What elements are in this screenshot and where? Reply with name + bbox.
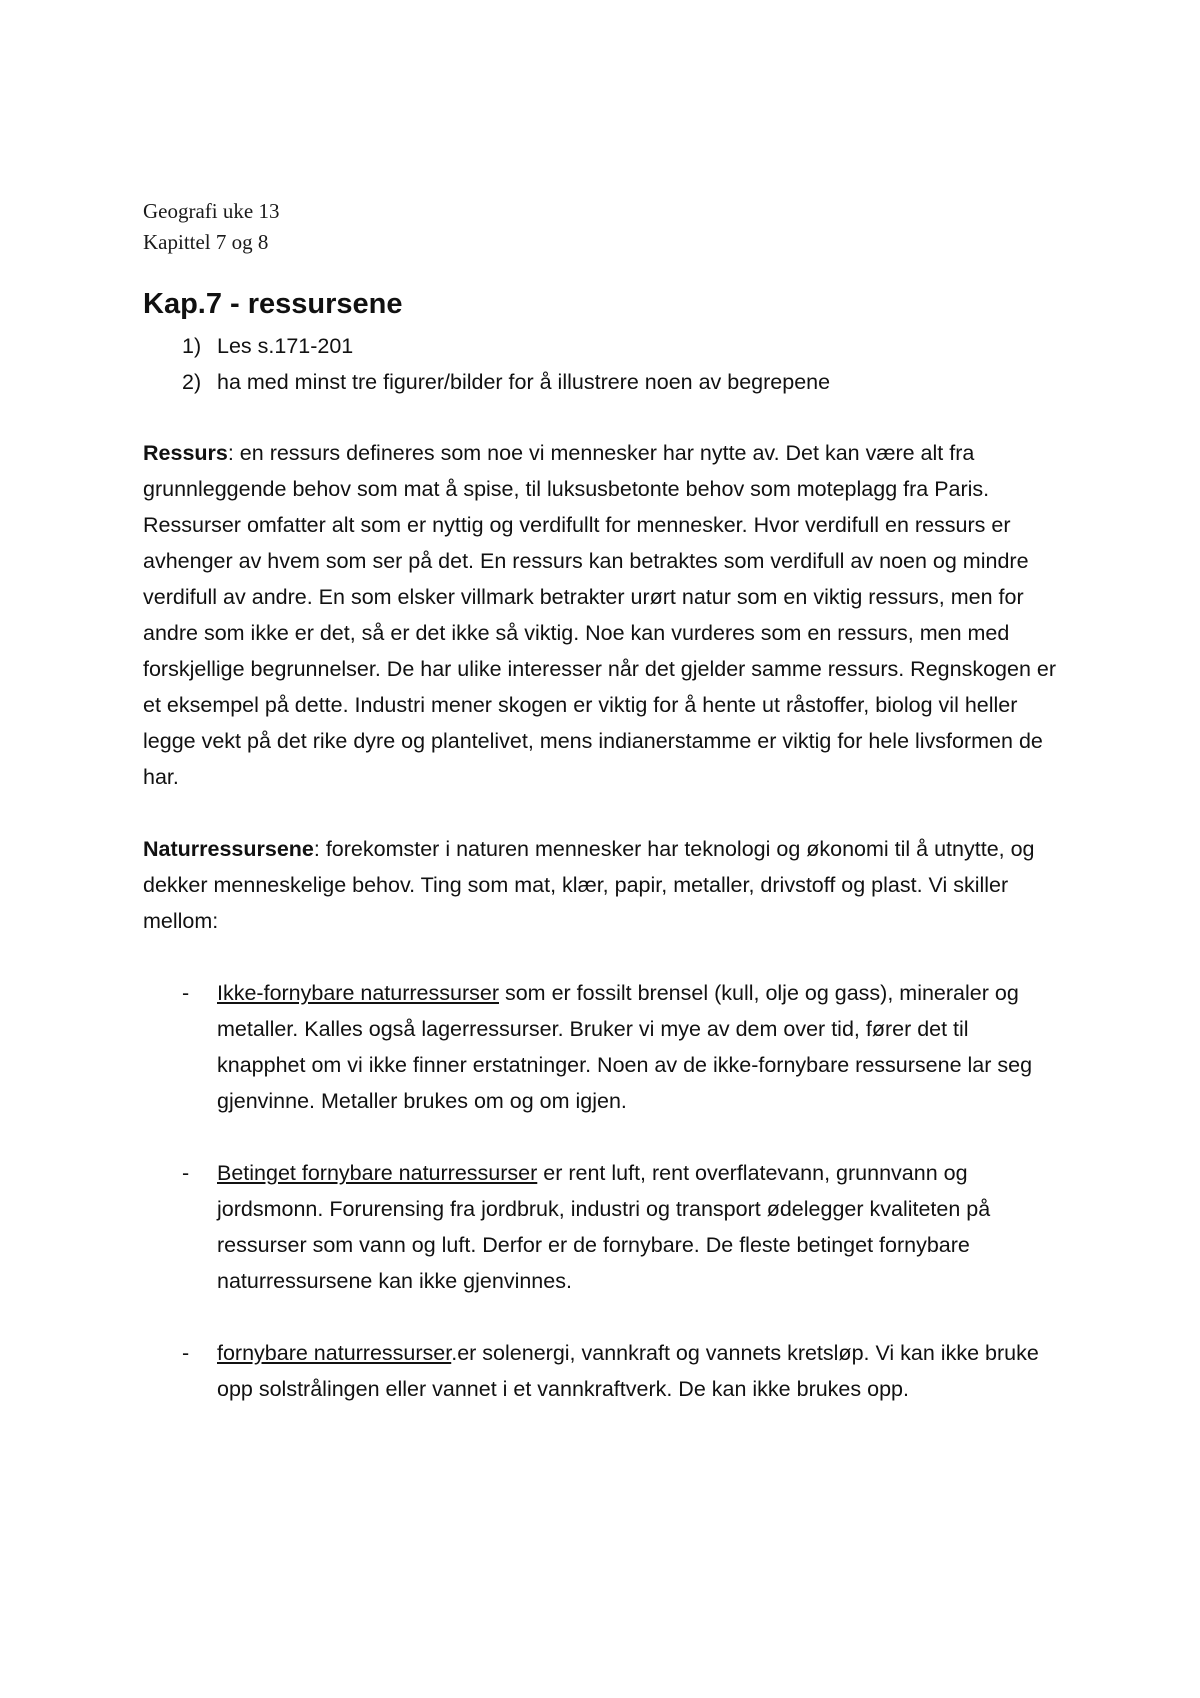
naturressursene-definition: : forekomster i naturen mennesker har teknologi og økonomi til å utnytte, og dekker menneskelige behov. Ting som mat, klær, papir, metaller, drivstoff og plast. Vi skiller mellom: <box>143 837 1035 933</box>
resource-type-list <box>143 975 1063 1407</box>
list-item-number: 2) <box>182 370 202 394</box>
list-item-text: Les s.171-201 <box>217 334 354 358</box>
header-line-2: Kapittel 7 og 8 <box>143 230 269 254</box>
header-line-1: Geografi uke 13 <box>143 199 280 223</box>
ressurs-paragraph <box>143 435 1063 795</box>
resource-type-text: som er fossilt brensel (kull, olje og gass), mineraler og metaller. Kalles også lagerressurser. Bruker vi mye av dem over tid, fører det til knapphet om vi ikke finner erstatninger. Noen av de ikke-fornybare ressursene lar seg gjenvinne. Metaller brukes om og om igjen. <box>217 981 1033 1113</box>
naturressursene-term: Naturressursene <box>143 837 314 861</box>
resource-type-term: Ikke-fornybare naturressurser <box>217 981 499 1005</box>
ressurs-definition: : en ressurs defineres som noe vi mennesker har nytte av. Det kan være alt fra grunnleggende behov som mat å spise, til luksusbetonte behov som moteplagg fra Paris. Ressurser omfatter alt som er nyttig og verdifullt for mennesker. Hvor verdifull en ressurs er avhenger av hvem som ser på det. En ressurs kan betraktes som verdifull av noen og mindre verdifull av andre. En som elsker villmark betrakter urørt natur som en viktig ressurs, men for andre som ikke er det, så er det ikke så viktig. Noe kan vurderes som en ressurs, men med forskjellige begrunnelser. De har ulike interesser når det gjelder samme ressurs. Regnskogen er et eksempel på dette. Industri mener skogen er viktig for å hente ut råstoffer, biolog vil heller legge vekt på det rike dyre og plantelivet, mens indianerstamme er viktig for hele livsformen de har. <box>143 441 1057 789</box>
list-item <box>143 975 1063 1119</box>
resource-type-term: Betinget fornybare naturressurser <box>217 1161 538 1185</box>
naturressursene-paragraph <box>143 831 1063 939</box>
list-item <box>143 328 1063 364</box>
list-dash: - <box>182 981 190 1005</box>
list-dash: - <box>182 1161 190 1185</box>
list-item-text: ha med minst tre figurer/bilder for å illustrere noen av begrepene <box>217 370 831 394</box>
resource-type-text: er rent luft, rent overflatevann, grunnvann og jordsmonn. Forurensing fra jordbruk, industri og transport ødelegger kvaliteten på ressurser som vann og luft. Derfor er de fornybare. De fleste betinget fornybare naturressursene kan ikke gjenvinnes. <box>217 1161 991 1293</box>
list-item <box>143 1335 1063 1407</box>
list-item-number: 1) <box>182 334 202 358</box>
ressurs-term: Ressurs <box>143 441 228 465</box>
task-list <box>143 328 1063 400</box>
list-item <box>143 1155 1063 1299</box>
resource-type-text: .er solenergi, vannkraft og vannets kretsløp. Vi kan ikke bruke opp solstrålingen eller vannet i et vannkraftverk. De kan ikke brukes opp. <box>217 1341 1039 1401</box>
list-dash: - <box>182 1341 190 1365</box>
resource-type-term: fornybare naturressurser <box>217 1341 452 1365</box>
document-page <box>143 196 1063 1443</box>
chapter-heading: Kap.7 - ressursene <box>143 288 403 320</box>
list-item <box>143 364 1063 400</box>
